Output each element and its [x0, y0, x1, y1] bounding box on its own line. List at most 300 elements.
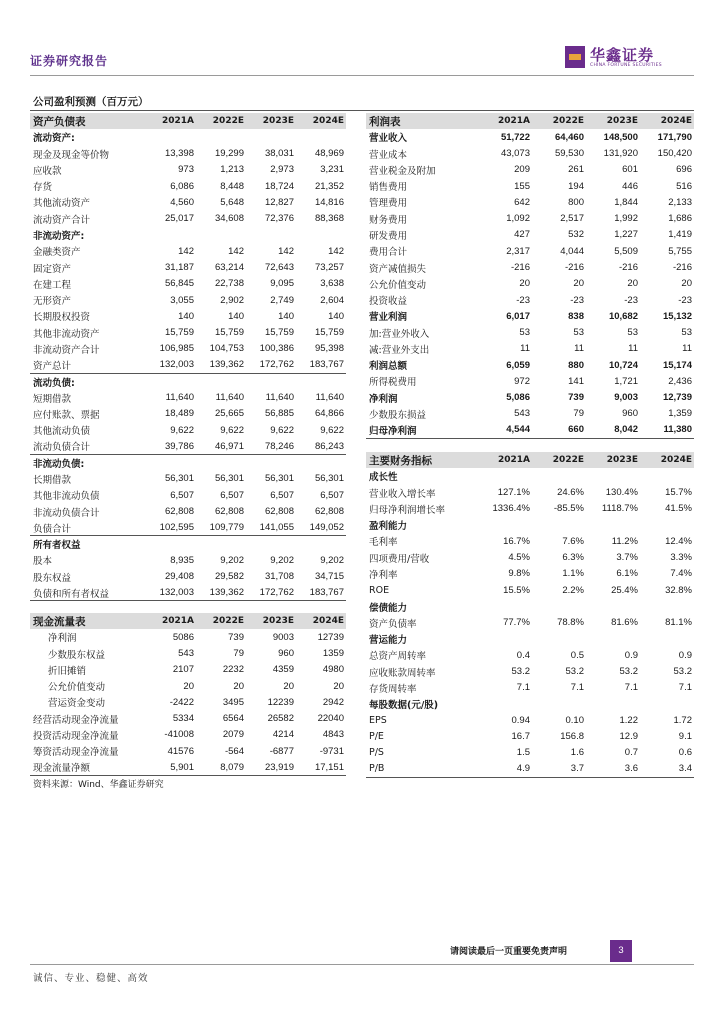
row-label: 净利率 — [369, 569, 398, 581]
row-label: 营运能力 — [369, 635, 408, 647]
row-value: 59,530 — [554, 148, 584, 160]
row-value: 62,808 — [164, 506, 194, 517]
table-row — [366, 357, 694, 373]
row-value — [532, 631, 586, 647]
row-value: 6,059 — [506, 359, 530, 371]
row-label: 非流动负债: — [33, 458, 85, 470]
row-value: 102,595 — [146, 520, 196, 536]
row-value: 78,246 — [246, 438, 296, 454]
row-value: 20 — [333, 680, 344, 692]
row-label: 其他非流动负债 — [33, 491, 100, 503]
row-value — [296, 227, 346, 243]
row-value: 642 — [514, 196, 530, 208]
table-row — [366, 550, 694, 566]
table-row — [30, 341, 346, 357]
row-value: 3.3% — [670, 552, 692, 564]
row-value: 15,759 — [164, 327, 194, 339]
table-row — [366, 259, 694, 275]
table-row — [366, 696, 694, 712]
row-value — [478, 598, 532, 614]
table-row — [366, 761, 694, 777]
row-value: 2,436 — [668, 375, 692, 387]
table-row — [30, 646, 346, 662]
year-header: 2021A — [478, 452, 532, 468]
row-label: 研发费用 — [369, 230, 408, 242]
table-row — [30, 455, 346, 471]
row-label: 资产减值损失 — [369, 263, 427, 275]
row-value: 261 — [568, 164, 584, 176]
row-value: 2942 — [322, 696, 344, 708]
row-value: 23,919 — [246, 759, 296, 775]
row-label: 利润总额 — [369, 361, 408, 373]
row-value: 8,448 — [220, 180, 244, 192]
row-value: 9,622 — [270, 424, 294, 436]
row-value: 17,151 — [296, 759, 346, 775]
row-label: 管理费用 — [369, 198, 408, 210]
table-row — [30, 243, 346, 259]
row-label: 其他流动负债 — [33, 426, 91, 438]
row-label: P/S — [369, 747, 384, 759]
row-value: 79 — [233, 648, 244, 660]
table-row — [30, 471, 346, 487]
row-value: 56,845 — [164, 278, 194, 290]
row-label: 资产总计 — [30, 357, 146, 373]
row-value: 3,055 — [170, 294, 194, 306]
table-header-label: 现金流量表 — [30, 613, 146, 629]
row-value: 12.9 — [619, 731, 638, 743]
row-value: 149,052 — [296, 520, 346, 536]
table-row — [366, 615, 694, 631]
header-divider — [30, 75, 694, 76]
table-row — [366, 406, 694, 422]
row-value: 20 — [183, 680, 194, 692]
row-value: -41008 — [164, 729, 194, 741]
row-value: 56,885 — [264, 408, 294, 420]
table-row — [30, 662, 346, 678]
row-value: 11,380 — [640, 422, 694, 438]
row-value: 9,622 — [220, 424, 244, 436]
table-row — [366, 647, 694, 663]
table-row — [30, 162, 346, 178]
year-header: 2023E — [586, 113, 640, 129]
row-label: 非流动资产: — [33, 230, 85, 242]
row-value: 18,724 — [264, 180, 294, 192]
table-row — [30, 585, 346, 601]
row-value: -564 — [224, 745, 244, 757]
row-value: 8,935 — [170, 554, 194, 566]
row-value: 3495 — [222, 696, 244, 708]
disclaimer-link[interactable]: 请阅读最后一页重要免责声明 — [450, 947, 568, 957]
row-label: 少数股东损益 — [369, 409, 427, 421]
table-row — [30, 536, 346, 552]
row-value: -23 — [516, 294, 530, 306]
row-value: 56,301 — [264, 473, 294, 485]
row-value: 14,816 — [314, 196, 344, 208]
row-value: 11 — [682, 343, 692, 355]
row-value — [296, 455, 346, 471]
row-value: 109,779 — [196, 520, 246, 536]
row-value: 34,608 — [214, 213, 244, 225]
row-value: 1,227 — [614, 229, 638, 241]
row-value: 12239 — [267, 696, 294, 708]
row-value: 139,362 — [196, 585, 246, 601]
row-value: 12,827 — [264, 196, 294, 208]
row-label: 所有者权益 — [33, 540, 81, 552]
row-value — [640, 517, 694, 533]
table-row — [366, 308, 694, 324]
row-value: 446 — [622, 180, 638, 192]
row-value: -2422 — [169, 696, 194, 708]
row-value — [586, 468, 640, 484]
row-value — [146, 536, 196, 552]
row-value: 543 — [514, 408, 530, 420]
row-value: 1.1% — [562, 568, 584, 580]
row-value: 973 — [178, 164, 194, 176]
row-value: 1118.7% — [601, 503, 638, 515]
row-value: 20 — [283, 680, 294, 692]
row-value: 155 — [514, 180, 530, 192]
row-value: 26582 — [267, 713, 294, 725]
row-label: 流动负债合计 — [30, 438, 146, 454]
table-row — [366, 582, 694, 598]
row-value: 95,398 — [314, 343, 344, 355]
row-value: 11,640 — [165, 392, 194, 404]
row-value: 9.8% — [508, 568, 530, 580]
row-value — [640, 598, 694, 614]
row-label: 应付账款、票据 — [33, 409, 100, 421]
row-label: 营业收入增长率 — [369, 488, 436, 500]
row-value — [532, 517, 586, 533]
row-value: -216 — [510, 262, 530, 274]
row-label: 营业成本 — [369, 149, 408, 161]
row-value — [196, 536, 246, 552]
row-value: 29,582 — [214, 571, 244, 583]
row-value: 156.8 — [560, 731, 584, 743]
row-value: 24.6% — [557, 487, 584, 499]
table-header-row — [30, 113, 346, 129]
table-row — [30, 194, 346, 210]
row-value: 739 — [228, 631, 244, 643]
row-value: 56,301 — [214, 473, 244, 485]
row-value — [478, 631, 532, 647]
row-value: 1.72 — [673, 714, 692, 726]
row-value: 25,017 — [164, 213, 194, 225]
row-value: 15.5% — [503, 584, 530, 596]
row-value: 2,317 — [506, 245, 530, 257]
table-row — [30, 373, 346, 389]
logo-text-cn: 华鑫证券 — [590, 46, 655, 64]
row-value: 25,665 — [214, 408, 244, 420]
row-value: 7.1 — [624, 682, 638, 694]
report-type-title: 证券研究报告 — [30, 54, 109, 68]
row-value: 0.4 — [516, 649, 530, 661]
row-value: 1,092 — [506, 213, 530, 225]
row-value — [532, 696, 586, 712]
row-value: 4359 — [272, 664, 294, 676]
row-value: 6564 — [222, 713, 244, 725]
logo-text-en: CHINA FORTUNE SECURITIES — [590, 63, 662, 68]
row-value: 29,408 — [164, 571, 194, 583]
row-value: 88,368 — [314, 213, 344, 225]
row-value: 11,640 — [265, 392, 294, 404]
row-value: 0.7 — [624, 747, 638, 759]
table-row — [30, 503, 346, 519]
row-value: 1,359 — [668, 408, 692, 420]
row-value: 20 — [573, 278, 584, 290]
row-value: 13,398 — [164, 148, 194, 160]
row-value: 130.4% — [605, 487, 638, 499]
footer-motto: 诚信、专业、稳健、高效 — [33, 973, 149, 984]
row-label: 投资活动现金净流量 — [33, 730, 119, 742]
row-label: 少数股东权益 — [48, 649, 106, 661]
row-value: 3.6 — [586, 761, 640, 777]
row-value: 972 — [514, 375, 530, 387]
row-value: 194 — [568, 180, 584, 192]
row-label: 减:营业外支出 — [369, 344, 430, 356]
row-value: 5,648 — [220, 196, 244, 208]
row-label: 无形资产 — [33, 296, 72, 308]
table-row — [366, 324, 694, 340]
row-label: ROE — [369, 584, 390, 596]
table-header-label: 主要财务指标 — [366, 452, 478, 468]
row-value: 4980 — [322, 664, 344, 676]
row-label: 投资收益 — [369, 296, 408, 308]
year-header: 2022E — [196, 113, 246, 129]
table-row — [30, 406, 346, 422]
row-value: 86,243 — [296, 438, 346, 454]
table-row — [30, 568, 346, 584]
row-value — [196, 373, 246, 389]
row-label: 四项费用/营收 — [369, 553, 430, 565]
year-header: 2024E — [296, 613, 346, 629]
row-value: 141 — [568, 375, 584, 387]
row-label: 非流动负债合计 — [33, 507, 100, 519]
row-value: 32.8% — [665, 584, 692, 596]
row-value: 11 — [574, 343, 584, 355]
row-label: 费用合计 — [369, 247, 408, 259]
row-value: 0.9 — [678, 649, 692, 661]
row-label: 筹资活动现金净流量 — [33, 747, 119, 759]
row-value — [640, 468, 694, 484]
row-value: 9.1 — [678, 731, 692, 743]
row-value: 15,759 — [214, 327, 244, 339]
table-row — [30, 422, 346, 438]
row-label: 在建工程 — [33, 279, 72, 291]
row-value: 183,767 — [296, 585, 346, 601]
row-value: 20 — [233, 680, 244, 692]
row-value: 48,969 — [314, 148, 344, 160]
row-label: 营业税金及附加 — [369, 165, 436, 177]
row-value — [532, 468, 586, 484]
year-header: 2022E — [532, 113, 586, 129]
table-row — [366, 729, 694, 745]
row-value: 6,507 — [220, 489, 244, 501]
table-row — [30, 292, 346, 308]
row-value — [146, 227, 196, 243]
table-row — [366, 566, 694, 582]
row-value: 6,507 — [170, 489, 194, 501]
row-value: 46,971 — [196, 438, 246, 454]
row-value: 131,920 — [603, 148, 638, 160]
row-value: 516 — [676, 180, 692, 192]
row-label: 归母净利润 — [366, 422, 478, 438]
row-value: 53 — [573, 327, 584, 339]
row-value — [246, 129, 296, 145]
row-value — [146, 129, 196, 145]
row-value: 4843 — [322, 729, 344, 741]
row-label: 经营活动现金净流量 — [33, 714, 119, 726]
row-value: 62,808 — [314, 506, 344, 517]
row-value: 1,992 — [614, 213, 638, 225]
row-value: 53 — [681, 327, 692, 339]
row-value: -6877 — [269, 745, 294, 757]
table-row — [366, 146, 694, 162]
row-value: 2,517 — [560, 213, 584, 225]
row-value: 148,500 — [603, 131, 638, 143]
table-row — [30, 178, 346, 194]
row-value: -85.5% — [553, 503, 584, 515]
row-value: 31,708 — [264, 571, 294, 583]
row-value: 104,753 — [209, 343, 244, 355]
row-value: 1,721 — [614, 375, 638, 387]
row-value: -9731 — [319, 745, 344, 757]
row-value — [586, 631, 640, 647]
row-value: 3.7% — [616, 552, 638, 564]
row-value: -23 — [624, 294, 638, 306]
row-value: 1336.4% — [492, 503, 530, 515]
row-value — [296, 536, 346, 552]
row-label: 存货 — [33, 182, 53, 194]
row-value: 20 — [681, 278, 692, 290]
row-value: -216 — [618, 262, 638, 274]
row-value: 9,202 — [220, 554, 244, 566]
row-value: 56,301 — [314, 473, 344, 485]
row-value: 72,376 — [264, 213, 294, 225]
year-header: 2022E — [532, 452, 586, 468]
row-value — [478, 468, 532, 484]
table-header-row — [366, 452, 694, 468]
row-label: 营业收入 — [369, 133, 408, 145]
row-value: -23 — [678, 294, 692, 306]
row-value: 31,187 — [164, 262, 194, 274]
year-header: 2021A — [146, 613, 196, 629]
row-value — [246, 227, 296, 243]
table-row — [30, 146, 346, 162]
row-value: 10,682 — [608, 310, 638, 322]
row-value: 5334 — [172, 713, 194, 725]
row-value: 3,231 — [320, 164, 344, 176]
row-value: 532 — [568, 229, 584, 241]
key-indicators-table — [366, 452, 694, 778]
row-value: -216 — [672, 262, 692, 274]
row-value — [146, 373, 196, 389]
row-value: 1,686 — [668, 213, 692, 225]
row-value: 7.1 — [570, 682, 584, 694]
table-header-row — [366, 113, 694, 129]
row-label: 营业利润 — [369, 312, 408, 324]
row-label: 所得税费用 — [369, 377, 417, 389]
table-row — [366, 162, 694, 178]
row-value: 3.7 — [532, 761, 586, 777]
source-note: 资料来源：Wind、华鑫证券研究 — [33, 780, 164, 790]
table-row — [366, 178, 694, 194]
table-row — [30, 390, 346, 406]
row-label: 非流动资产合计 — [33, 344, 100, 356]
row-value — [246, 455, 296, 471]
row-label: 盈利能力 — [369, 521, 408, 533]
table-row — [366, 517, 694, 533]
row-value: 53.2 — [619, 666, 638, 678]
year-header: 2023E — [246, 613, 296, 629]
row-value: 2,973 — [270, 164, 294, 176]
row-value: 15,132 — [662, 310, 692, 322]
table-header-label: 资产负债表 — [30, 113, 146, 129]
row-value: 209 — [514, 164, 530, 176]
row-value: 43,073 — [500, 148, 530, 160]
row-label: 流动资产: — [33, 133, 75, 145]
row-value: 81.6% — [611, 617, 638, 629]
row-value — [196, 129, 246, 145]
row-value: 2.2% — [562, 584, 584, 596]
row-value: 4,560 — [170, 196, 194, 208]
table-row — [366, 631, 694, 647]
row-value: 56,301 — [164, 473, 194, 485]
table-row — [366, 373, 694, 389]
row-label: 现金及现金等价物 — [33, 149, 110, 161]
row-value: 172,762 — [246, 585, 296, 601]
row-value: 78.8% — [557, 617, 584, 629]
row-value: 1.6 — [570, 747, 584, 759]
row-value: 150,420 — [657, 148, 692, 160]
row-value: 7.1 — [516, 682, 530, 694]
year-header: 2022E — [196, 613, 246, 629]
row-label: 销售费用 — [369, 182, 408, 194]
row-value: 11,640 — [315, 392, 344, 404]
row-value: 696 — [676, 164, 692, 176]
row-value: 0.10 — [565, 714, 584, 726]
row-value: 12.4% — [665, 535, 692, 547]
row-value: 4.5% — [508, 552, 530, 564]
logo-mark-icon — [565, 46, 585, 68]
row-label: 现金流量净额 — [30, 759, 146, 775]
row-value: 8,079 — [196, 759, 246, 775]
row-label: 其他非流动资产 — [33, 328, 100, 340]
row-value: 4,044 — [560, 245, 584, 257]
row-value: 64,460 — [554, 131, 584, 143]
row-label: 总资产周转率 — [369, 651, 427, 663]
section-title-divider — [30, 110, 694, 111]
row-value: 34,715 — [314, 571, 344, 583]
row-value: 183,767 — [296, 357, 346, 373]
row-value: 53.2 — [565, 666, 584, 678]
row-value — [586, 598, 640, 614]
row-value: 142 — [328, 245, 344, 257]
row-value: 73,257 — [314, 262, 344, 274]
row-value: 6,086 — [170, 180, 194, 192]
row-value: 15,174 — [662, 359, 692, 371]
table-row — [366, 598, 694, 614]
row-label: 流动负债: — [33, 377, 75, 389]
row-value: 53 — [627, 327, 638, 339]
row-value: 11.2% — [611, 535, 638, 547]
table-row — [30, 211, 346, 227]
row-value: 81.1% — [665, 617, 692, 629]
row-value: 8,042 — [586, 422, 640, 438]
row-label: 股东权益 — [33, 572, 72, 584]
row-value: 9,622 — [320, 424, 344, 436]
row-value: 16.7% — [503, 535, 530, 547]
row-value: 64,866 — [314, 408, 344, 420]
